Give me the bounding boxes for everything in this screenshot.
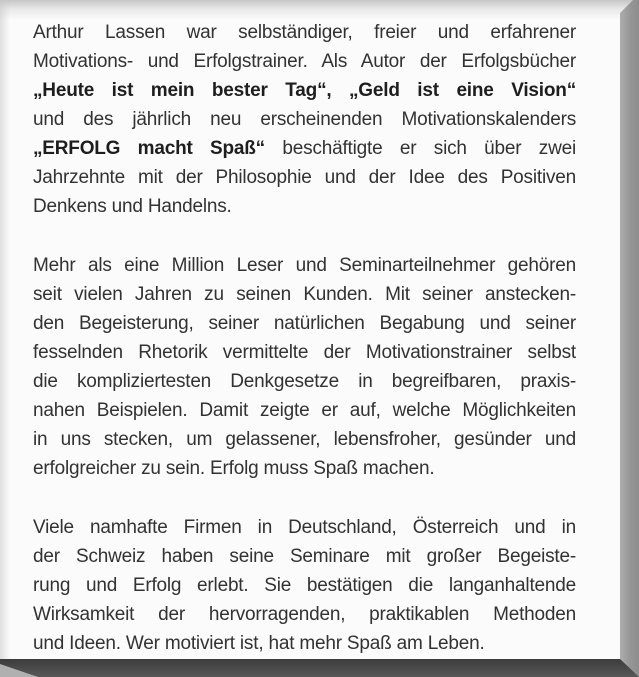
body-text: in uns stecken, um gelassener, lebensfroher, gesünder und (33, 429, 576, 450)
body-text: Jahrzehnte mit der Philosophie und der Idee des Positiven (33, 167, 576, 188)
text-line (33, 629, 576, 658)
body-text: fesselnden Rhetorik vermittelte der Motivationstrainer selbst (33, 342, 576, 363)
text-line (33, 542, 576, 571)
body-text: nahen Beispielen. Damit zeigte er auf, welche Möglichkeiten (33, 400, 576, 421)
text-line (33, 513, 576, 542)
text-line (33, 571, 576, 600)
page-shadow-bottom (0, 659, 639, 677)
body-text: Denkens und Handelns. (33, 196, 232, 217)
body-text: erfolgreicher zu sein. Erfolg muss Spaß machen. (33, 458, 435, 479)
text-line (33, 163, 576, 192)
text-line (33, 280, 576, 309)
text-line (33, 76, 576, 105)
text-line (33, 600, 576, 629)
text-line (33, 47, 576, 76)
body-text: den Begeisterung, seiner natürlichen Begabung und seiner (33, 313, 576, 334)
paragraph (33, 251, 576, 483)
text-line (33, 367, 576, 396)
page-shadow-right (620, 0, 639, 677)
body-text: beschäftigte er sich über zwei (265, 138, 577, 159)
paragraph (33, 18, 576, 221)
body-text: Viele namhafte Firmen in Deutschland, Österreich und in (33, 517, 576, 538)
text-line (33, 192, 576, 221)
bold-book-title-text: „ERFOLG macht Spaß“ (33, 138, 265, 159)
text-block (33, 18, 576, 677)
text-line (33, 309, 576, 338)
paragraph (33, 513, 576, 658)
body-text: Motivations- und Erfolgstrainer. Als Autor der Erfolgsbücher (33, 51, 576, 72)
body-text: die kompliziertesten Denkgesetze in begreifbaren, praxis- (33, 371, 576, 392)
body-text: Arthur Lassen war selbständiger, freier und erfahrener (33, 22, 576, 43)
text-line (33, 454, 576, 483)
body-text: und des jährlich neu erscheinenden Motivationskalenders (33, 109, 576, 130)
text-line (33, 18, 576, 47)
text-line (33, 105, 576, 134)
body-text: der Schweiz haben seine Seminare mit großer Begeiste- (33, 546, 576, 567)
text-line (33, 425, 576, 454)
bold-book-title-text: „Heute ist mein bester Tag“, „Geld ist eine Vision“ (33, 80, 576, 101)
text-line (33, 396, 576, 425)
text-line (33, 134, 576, 163)
body-text: rung und Erfolg erlebt. Sie bestätigen die langanhaltende (33, 575, 576, 596)
text-line (33, 338, 576, 367)
body-text: seit vielen Jahren zu seinen Kunden. Mit seiner anstecken- (33, 284, 576, 305)
text-line (33, 251, 576, 280)
body-text: Mehr als eine Million Leser und Seminarteilnehmer gehören (33, 255, 576, 276)
body-text: Wirksamkeit der hervorragenden, praktikablen Methoden (33, 604, 576, 625)
body-text: und Ideen. Wer motiviert ist, hat mehr Spaß am Leben. (33, 633, 485, 654)
